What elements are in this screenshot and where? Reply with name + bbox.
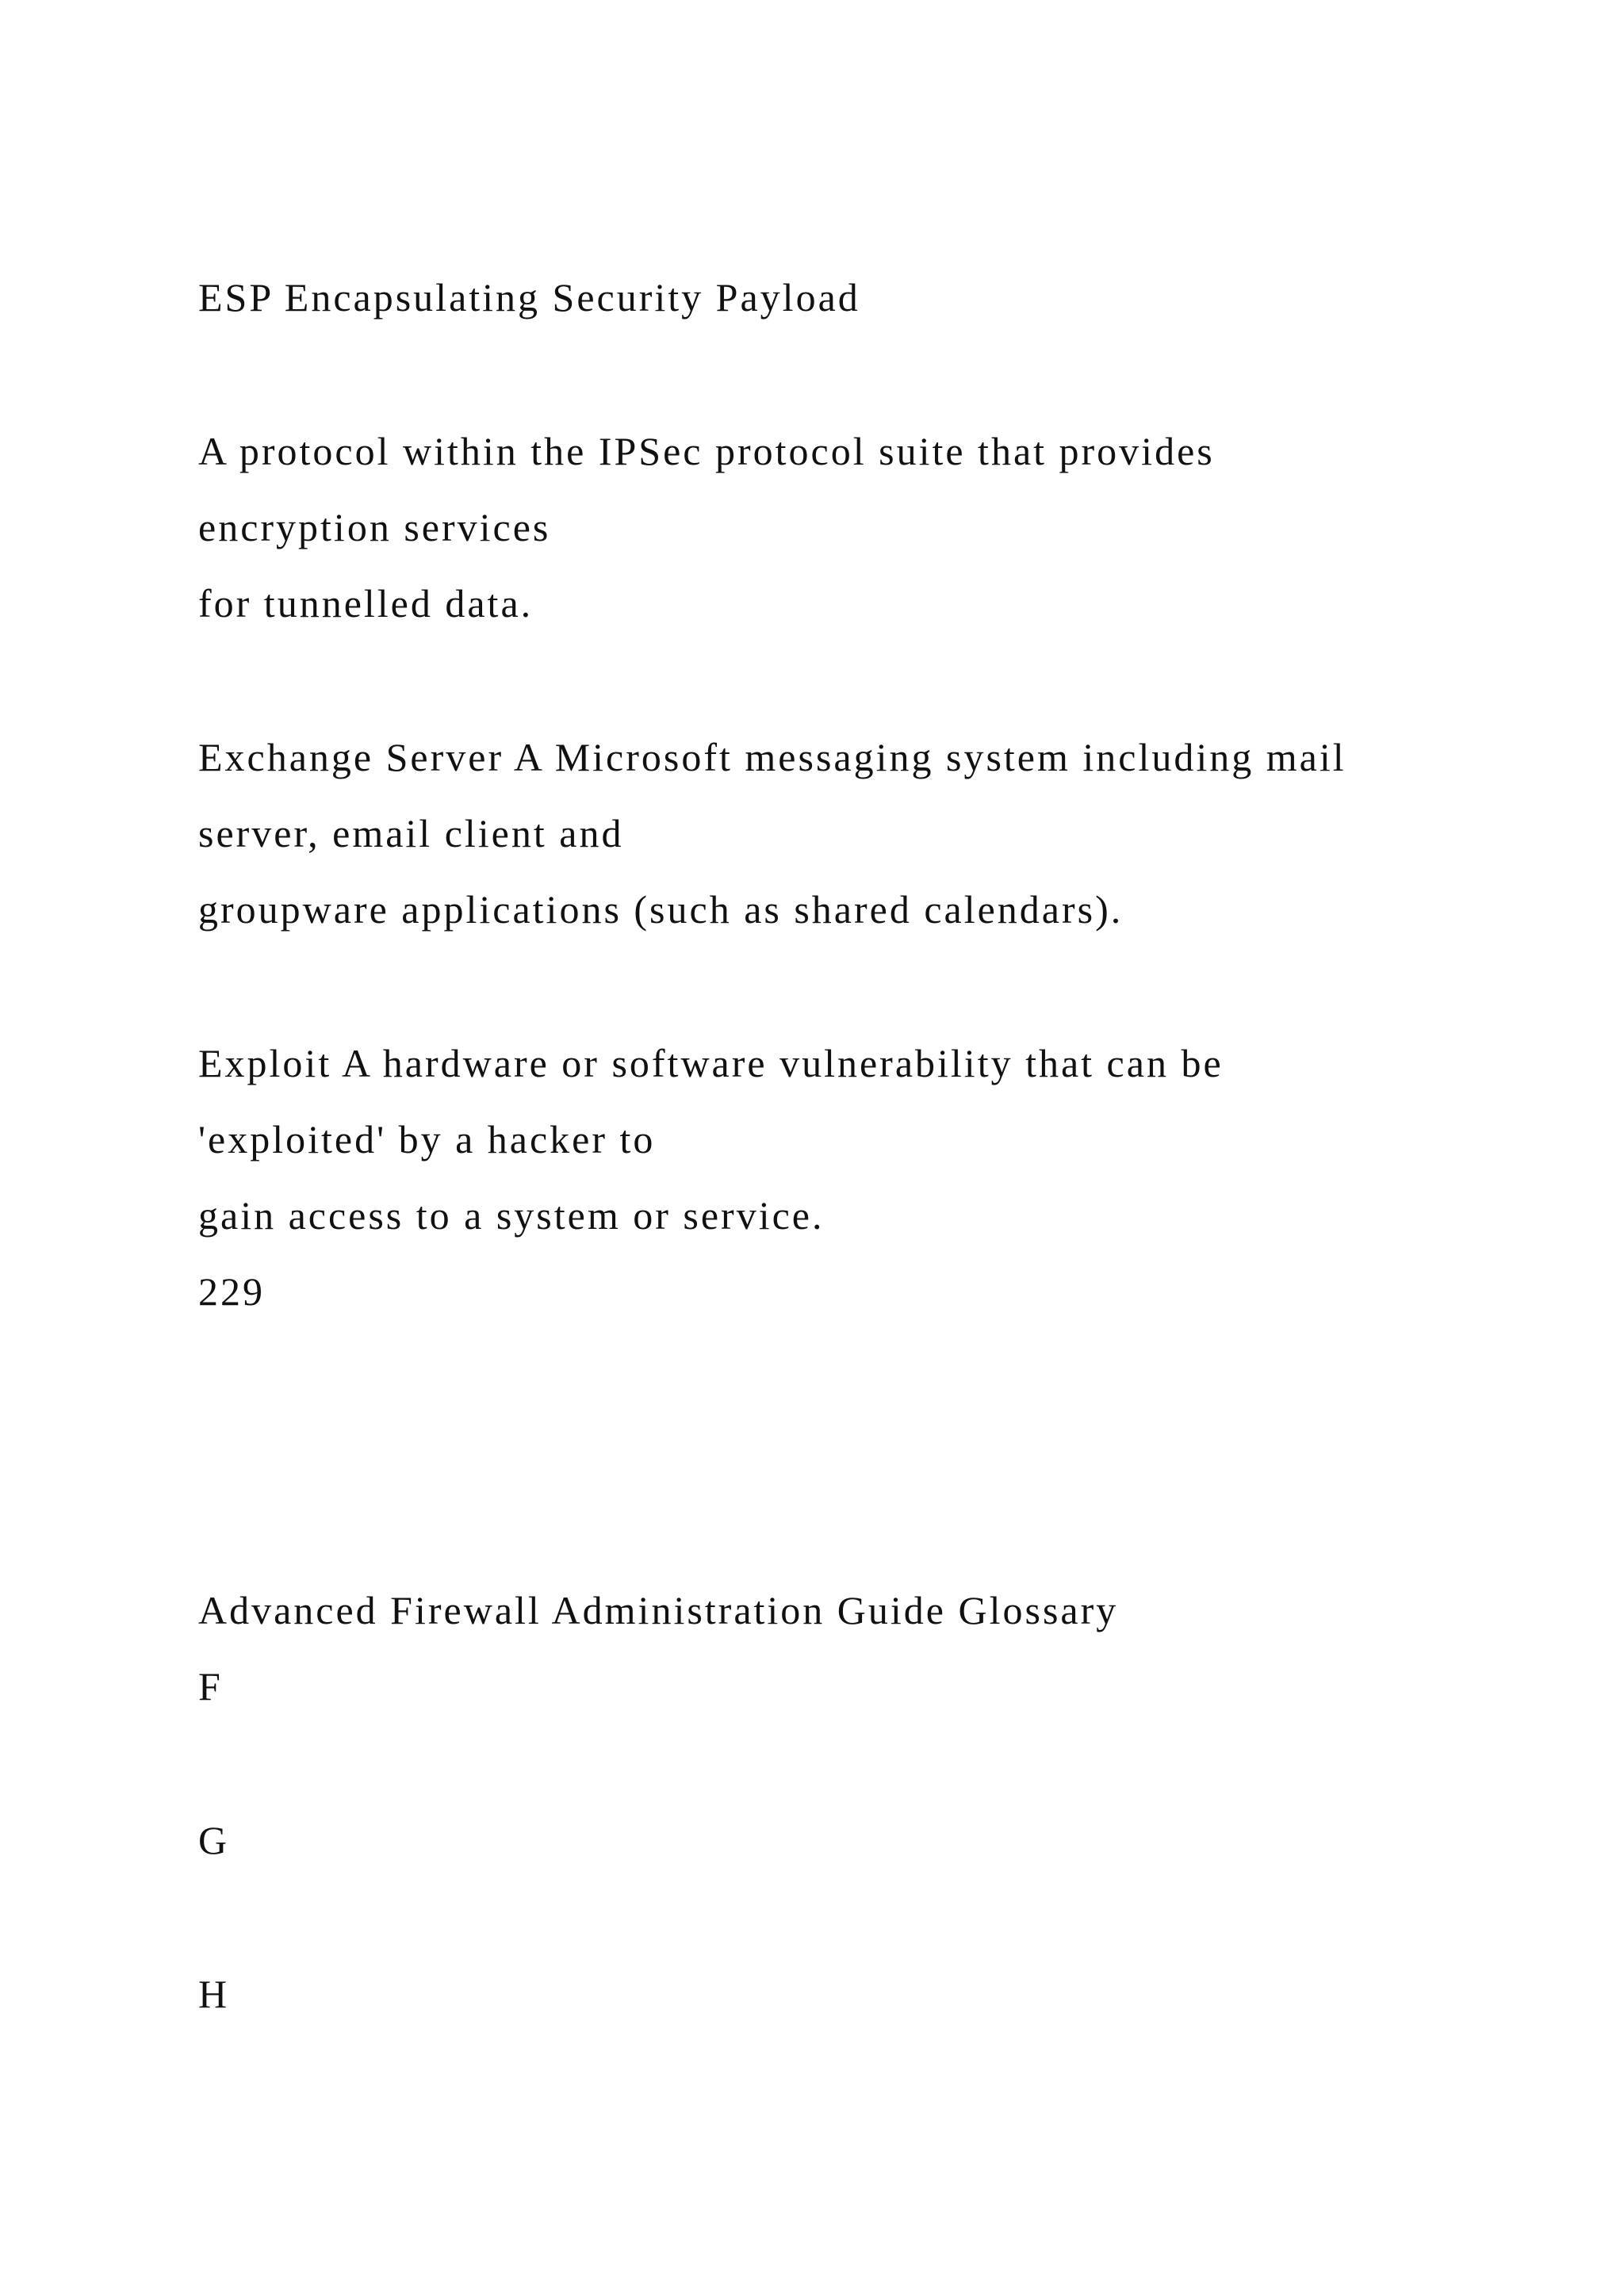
term-exploit: Exploit A hardware or software vulnerability that can be <box>198 1041 1224 1085</box>
definition-line: gain access to a system or service. <box>198 1193 825 1238</box>
definition-line: groupware applications (such as shared calendars). <box>198 887 1124 932</box>
page-number: 229 <box>198 1269 265 1314</box>
section-letter-h: H <box>198 1972 230 2016</box>
definition-line: server, email client and <box>198 811 624 855</box>
term-exchange-server: Exchange Server A Microsoft messaging system including mail <box>198 735 1346 779</box>
definition-line: encryption services <box>198 505 551 549</box>
definition-line: for tunnelled data. <box>198 581 534 626</box>
running-header: Advanced Firewall Administration Guide Glossary <box>198 1588 1119 1632</box>
definition-line: A protocol within the IPSec protocol suite that provides <box>198 429 1215 473</box>
section-letter-f: F <box>198 1664 223 1709</box>
definition-line: 'exploited' by a hacker to <box>198 1117 656 1161</box>
section-letter-g: G <box>198 1818 230 1862</box>
term-esp: ESP Encapsulating Security Payload <box>198 275 860 320</box>
